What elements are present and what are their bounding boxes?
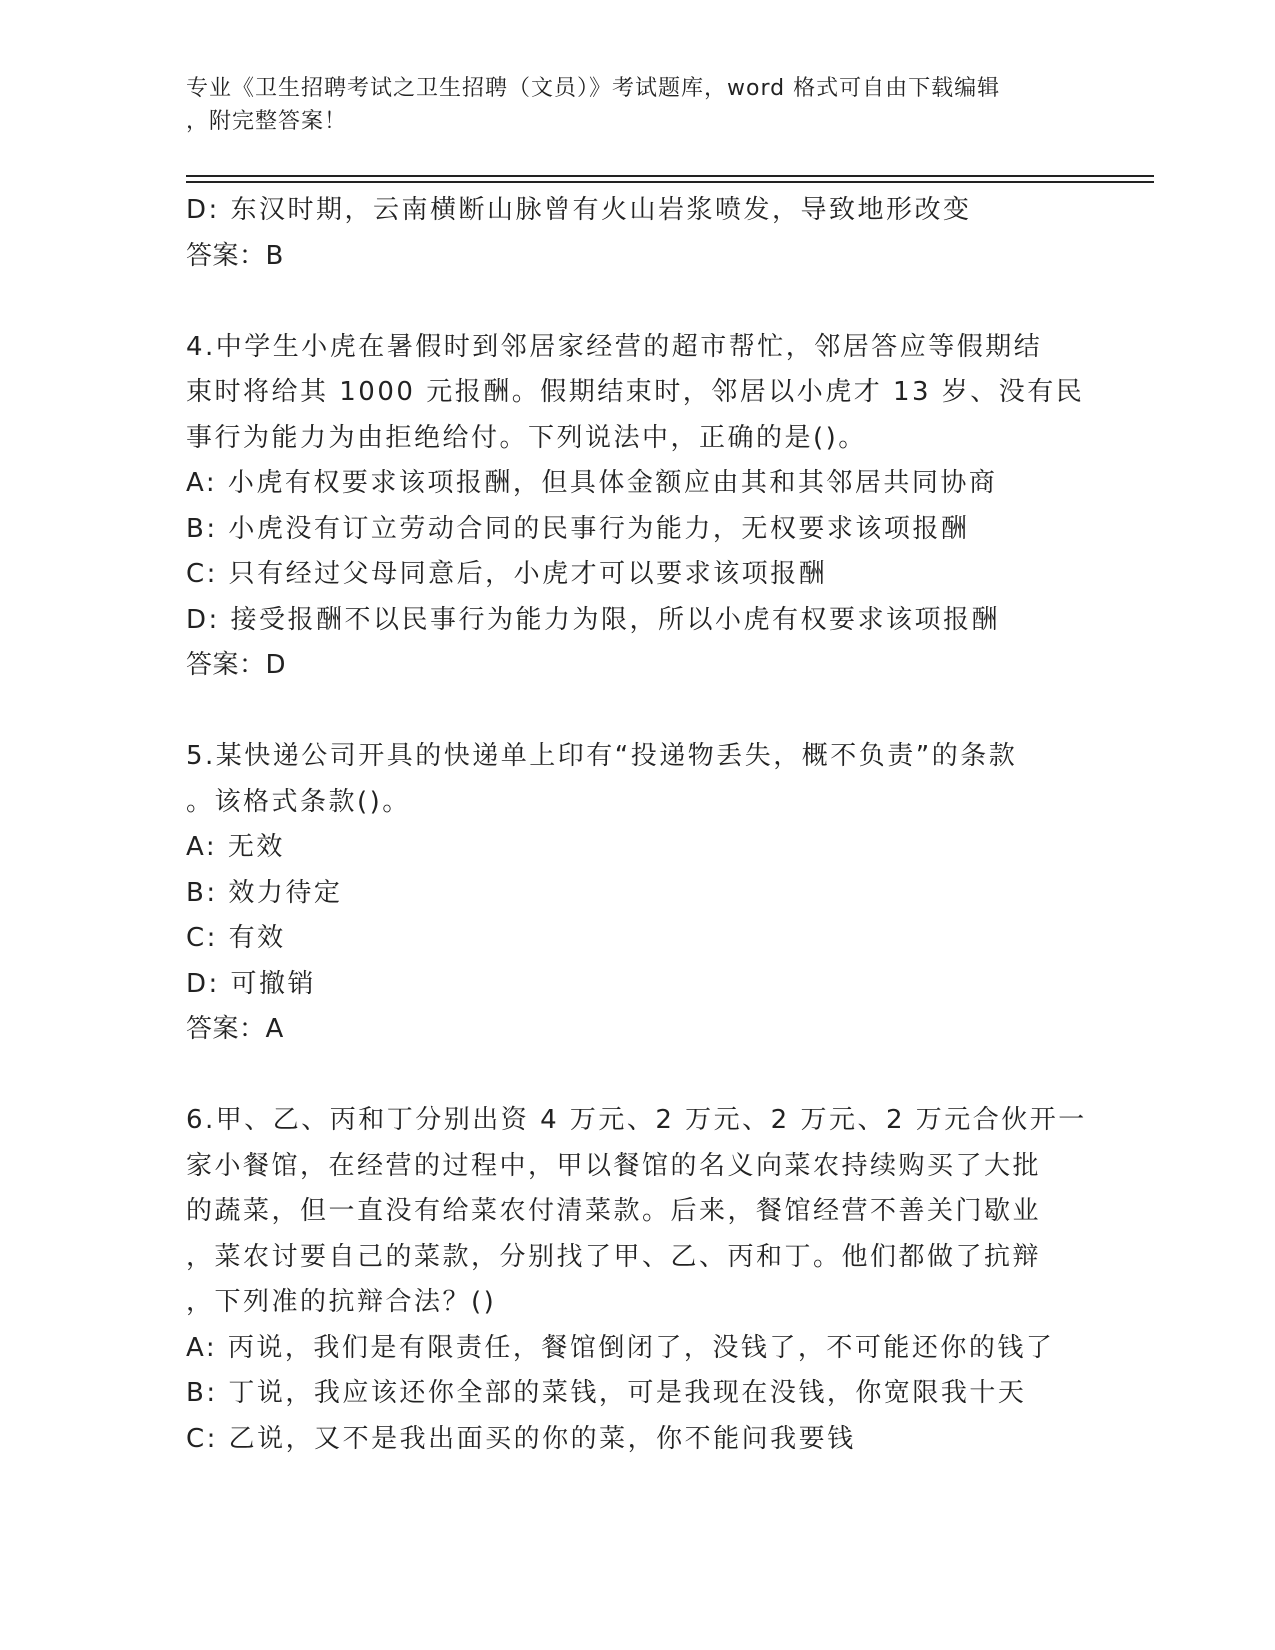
question-stem-line: 5.某快递公司开具的快递单上印有“投递物丢失，概不负责”的条款 (186, 741, 1018, 771)
question-stem-line: 家小餐馆，在经营的过程中，甲以餐馆的名义向菜农持续购买了大批 (186, 1150, 1042, 1181)
question-stem-line: 的蔬菜，但一直没有给菜农付清菜款。后来，餐馆经营不善关门歇业 (186, 1196, 1042, 1226)
option-a: A: 丙说，我们是有限责任，餐馆倒闭了，没钱了，不可能还你的钱了 (186, 1332, 1055, 1363)
option-d: D: 接受报酬不以民事行为能力为限，所以小虎有权要求该项报酬 (186, 604, 1001, 635)
document-header (186, 72, 1066, 138)
option-d: D: 东汉时期，云南横断山脉曾有火山岩浆喷发，导致地形改变 (186, 195, 972, 225)
spacer (186, 1053, 1086, 1099)
header-line: 专业《卫生招聘考试之卫生招聘（文员）》考试题库，word 格式可自由下载编辑 (186, 76, 1001, 101)
option-d: D: 可撤销 (186, 968, 317, 999)
option-b: B: 效力待定 (186, 877, 343, 908)
question-5 (186, 734, 1086, 1053)
question-stem-line: 4.中学生小虎在暑假时到邻居家经营的超市帮忙，邻居答应等假期结 (186, 331, 1043, 362)
question-stem-line: ，下列准的抗辩合法？() (186, 1287, 497, 1317)
option-b: B: 小虎没有订立劳动合同的民事行为能力，无权要求该项报酬 (186, 513, 970, 544)
option-b: B: 丁说，我应该还你全部的菜钱，可是我现在没钱，你宽限我十天 (186, 1378, 1027, 1408)
question-4 (186, 325, 1086, 689)
answer-line: 答案：B (186, 240, 284, 271)
question-stem-line: 6.甲、乙、丙和丁分别出资 4 万元、2 万元、2 万元、2 万元合伙开一 (186, 1105, 1087, 1135)
question-stem-line: 事行为能力为由拒绝给付。下列说法中，正确的是()。 (186, 422, 867, 453)
question-list (186, 188, 1086, 1462)
question-stem-line: ，菜农讨要自己的菜款，分别找了甲、乙、丙和丁。他们都做了抗辩 (186, 1241, 1042, 1272)
option-a: A: 无效 (186, 832, 285, 862)
spacer (186, 689, 1086, 735)
answer-line: 答案：D (186, 650, 287, 680)
question-6 (186, 1098, 1086, 1462)
answer-line: 答案：A (186, 1014, 284, 1044)
option-c: C: 乙说，又不是我出面买的你的菜，你不能问我要钱 (186, 1423, 856, 1454)
spacer (186, 279, 1086, 325)
question-stem-line: 束时将给其 1000 元报酬。假期结束时，邻居以小虎才 13 岁、没有民 (186, 377, 1085, 407)
option-c: C: 有效 (186, 923, 286, 953)
question-stem-line: 。该格式条款()。 (186, 786, 411, 817)
option-c: C: 只有经过父母同意后，小虎才可以要求该项报酬 (186, 559, 828, 589)
header-divider (186, 181, 1154, 183)
header-line: ，附完整答案！ (186, 109, 348, 134)
option-a: A: 小虎有权要求该项报酬，但具体金额应由其和其邻居共同协商 (186, 468, 998, 498)
header-divider (186, 175, 1154, 177)
